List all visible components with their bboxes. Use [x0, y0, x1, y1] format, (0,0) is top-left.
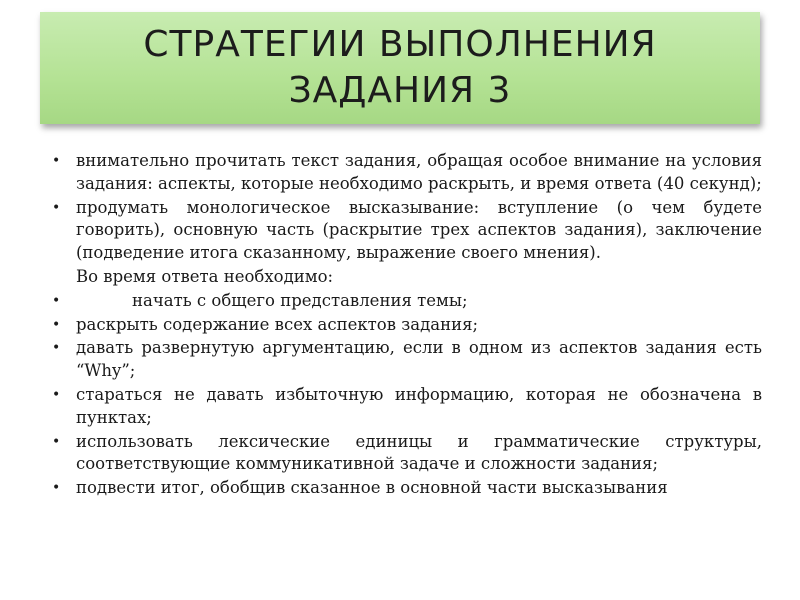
- strategy-list: [48, 150, 762, 501]
- bullet-icon: •: [52, 153, 61, 169]
- list-item-text: давать развернутую аргументацию, если в одном из аспектов задания есть “Why”;: [76, 338, 762, 381]
- bullet-icon: •: [52, 480, 61, 497]
- list-item-text: Во время ответа необходимо:: [76, 266, 334, 286]
- bullet-icon: •: [52, 340, 61, 357]
- list-item-text: стараться не давать избыточную информацию, которая не обозначена в пунктах;: [76, 384, 762, 427]
- bullet-icon: •: [52, 292, 61, 309]
- bullet-icon: •: [52, 386, 61, 403]
- list-item: [48, 197, 762, 265]
- list-item-text: использовать лексические единицы и грамматические структуры, соответствующие коммуникативной задаче и сложности задания;: [76, 431, 762, 474]
- bullet-icon: •: [52, 199, 61, 216]
- list-item: [48, 431, 762, 477]
- list-item: [48, 290, 762, 313]
- bullet-icon: •: [52, 433, 61, 450]
- title-line-2: ЗАДАНИЯ 3: [288, 70, 512, 111]
- bullet-icon: •: [52, 316, 61, 333]
- list-item: [48, 337, 762, 383]
- title-banner: [40, 12, 760, 124]
- list-item: [48, 384, 762, 430]
- list-item-text: продумать монологическое высказывание: вступление (о чем будете говорить), основную часть (раскрытие трех аспектов задания), заключение (подведение итога сказанному, выражение своего мнения).: [76, 197, 762, 263]
- list-item-text: подвести итог, обобщив сказанное в основной части высказывания: [76, 478, 668, 498]
- list-item: [48, 314, 762, 337]
- list-item-text: раскрыть содержание всех аспектов задания;: [76, 314, 479, 334]
- list-item-note: [48, 266, 762, 289]
- list-item: [48, 477, 762, 500]
- list-item-text: внимательно прочитать текст задания, обращая особое внимание на условия задания: аспекты, которые необходимо раскрыть, и время ответа (40 секунд);: [76, 151, 762, 193]
- list-item-text: начать с общего представления темы;: [132, 290, 468, 310]
- title-line-1: СТРАТЕГИИ ВЫПОЛНЕНИЯ: [143, 24, 657, 65]
- list-item: [48, 150, 762, 196]
